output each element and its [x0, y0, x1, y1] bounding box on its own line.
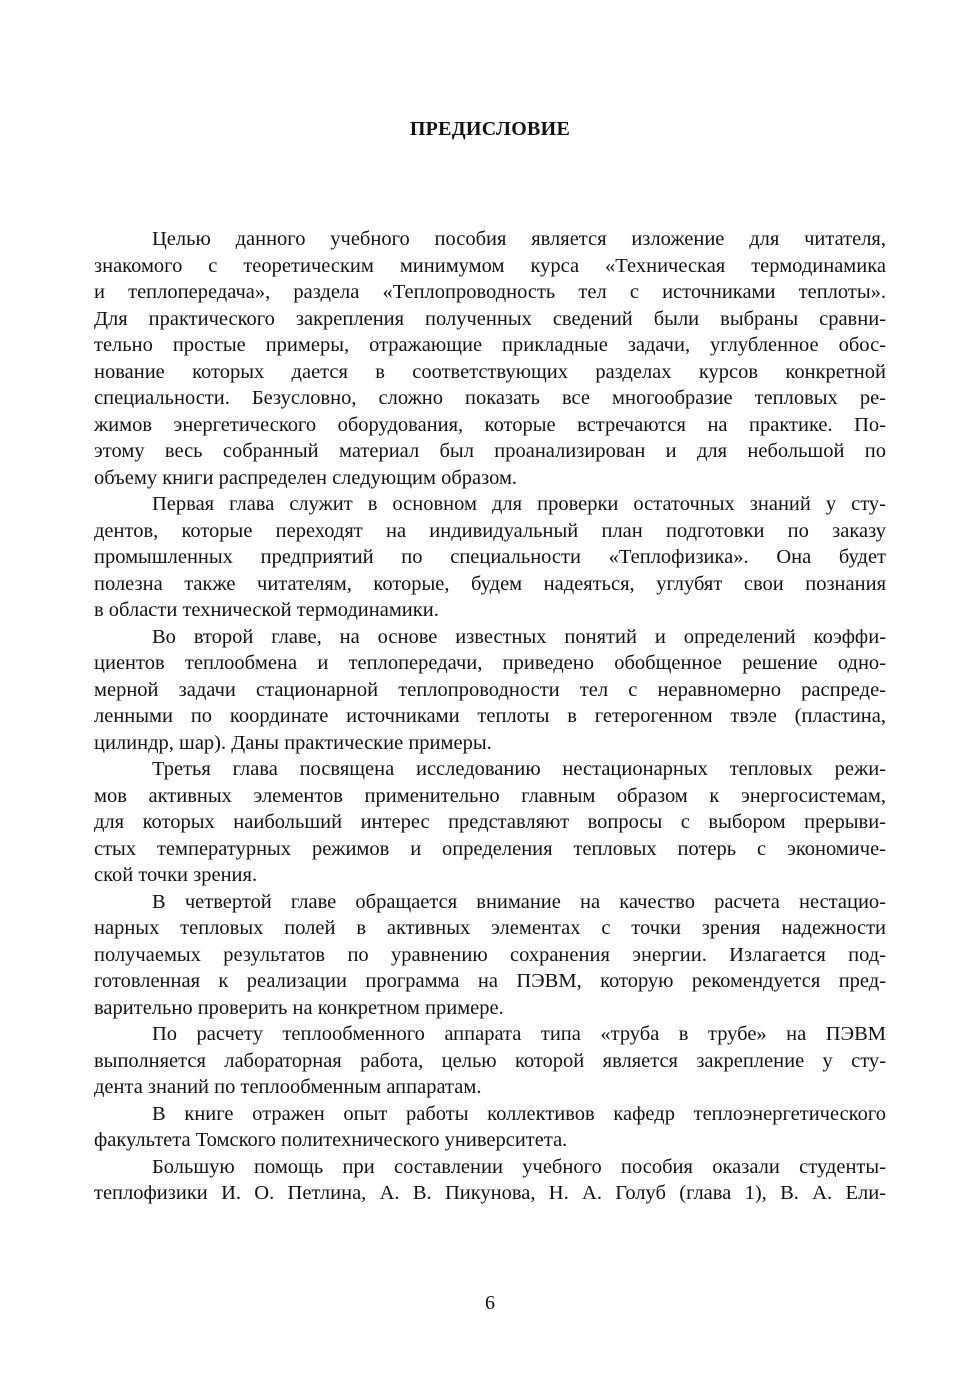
text-line: полезна также читателям, которые, будем надеяться, углубят свои познания — [94, 572, 886, 595]
page-title: ПРЕДИСЛОВИЕ — [409, 118, 571, 140]
text-line: получаемых результатов по уравнению сохранения энергии. Излагается под- — [94, 943, 886, 966]
text-line: для которых наибольший интерес представляют вопросы с выбором прерыви- — [94, 811, 886, 833]
text-line: ской точки зрения. — [94, 864, 258, 886]
text-line: ленными по координате источниками теплоты в гетерогенном твэле (пластина, — [94, 705, 886, 727]
text-line: нование которых дается в соответствующих разделах курсов конкретной — [94, 360, 886, 383]
text-line: варительно проверить на конкретном примере. — [94, 996, 504, 1019]
text-line: объему книги распределен следующим образом. — [94, 466, 518, 489]
text-line: стых температурных режимов и определения тепловых потерь с экономиче- — [94, 837, 886, 860]
text-line: жимов энергетического оборудования, которые встречаются на практике. По- — [94, 413, 886, 436]
text-line: нарных тепловых полей в активных элементах с точки зрения надежности — [94, 917, 886, 939]
text-line: выполняется лабораторная работа, целью которой является закрепление у сту- — [94, 1049, 886, 1072]
text-line: Целью данного учебного пособия является изложение для читателя, — [152, 228, 886, 250]
text-line: мов активных элементов применительно главным образом к энергосистемам, — [94, 784, 886, 807]
text-line: теплофизики И. О. Петлина, А. В. Пикунова, Н. А. Голуб (глава 1), В. А. Ели- — [94, 1182, 886, 1204]
text-line: В четвертой главе обращается внимание на качество расчета нестацио- — [152, 890, 886, 913]
text-line: Первая глава служит в основном для проверки остаточных знаний у сту- — [152, 493, 886, 515]
preface-body — [94, 226, 886, 1207]
text-line: в области технической термодинамики. — [94, 599, 439, 621]
text-line: факультета Томского политехнического университета. — [94, 1129, 568, 1151]
text-line: готовленная к реализации программа на ПЭВМ, которую рекомендуется пред- — [94, 970, 886, 992]
text-line: специальности. Безусловно, сложно показать все многообразие тепловых ре- — [94, 387, 886, 409]
text-line: Третья глава посвящена исследованию нестационарных тепловых режи- — [152, 758, 886, 780]
text-line: По расчету теплообменного аппарата типа «труба в трубе» на ПЭВМ — [152, 1023, 886, 1045]
text-line: циентов теплообмена и теплопередачи, приведено обобщенное решение одно- — [94, 652, 886, 674]
page-number: 6 — [485, 1292, 495, 1314]
text-line: тельно простые примеры, отражающие прикладные задачи, углубленное обос- — [94, 334, 886, 356]
text-line: знакомого с теоретическим минимумом курса «Техническая термодинамика — [94, 254, 886, 277]
text-line: этому весь собранный материал был проанализирован и для небольшой по — [94, 440, 886, 462]
text-line: мерной задачи стационарной теплопроводности тел с неравномерно распреде- — [94, 678, 886, 701]
text-line: и теплопередача», раздела «Теплопроводность тел с источниками теплоты». — [94, 281, 886, 303]
text-line: промышленных предприятий по специальности «Теплофизика». Она будет — [94, 546, 886, 568]
text-line: Большую помощь при составлении учебного пособия оказали студенты- — [152, 1155, 886, 1178]
text-line: цилиндр, шар). Даны практические примеры. — [94, 731, 492, 754]
text-line: дента знаний по теплообменным аппаратам. — [94, 1076, 482, 1098]
text-line: Во второй главе, на основе известных понятий и определений коэффи- — [152, 625, 886, 648]
text-line: дентов, которые переходят на индивидуальный план подготовки по заказу — [94, 519, 886, 542]
text-line: В книге отражен опыт работы коллективов кафедр теплоэнергетического — [152, 1102, 886, 1125]
text-line: Для практического закрепления полученных сведений были выбраны сравни- — [94, 307, 886, 330]
